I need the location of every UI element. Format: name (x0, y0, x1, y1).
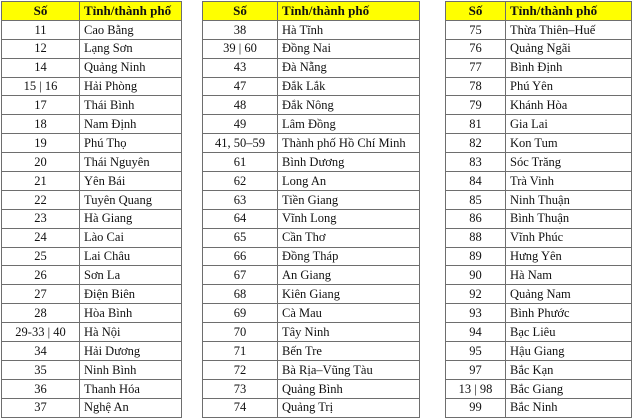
province-name-cell: Điện Biên (80, 285, 182, 304)
province-name-cell: Phú Yên (506, 77, 632, 96)
province-name-cell: Hà Nội (80, 323, 182, 342)
province-name-cell: Hòa Bình (80, 304, 182, 323)
plate-number-cell: 20 (2, 153, 80, 172)
province-name-cell: Bắc Kạn (506, 360, 632, 379)
table-row (203, 39, 420, 58)
plate-number-cell: 12 (2, 39, 80, 58)
table-row (2, 190, 182, 209)
table-row (446, 266, 632, 285)
plate-number-cell: 36 (2, 379, 80, 398)
table-row (446, 247, 632, 266)
province-name-cell: Hà Nam (506, 266, 632, 285)
table-row (203, 228, 420, 247)
province-name-cell: Gia Lai (506, 115, 632, 134)
province-name-cell: Nghệ An (80, 398, 182, 417)
plate-number-cell: 73 (203, 379, 278, 398)
plate-number-cell: 64 (203, 209, 278, 228)
table-row (203, 398, 420, 417)
plate-number-cell: 75 (446, 20, 506, 39)
province-name-cell: Ninh Thuận (506, 190, 632, 209)
plate-number-cell: 25 (2, 247, 80, 266)
plate-number-cell: 70 (203, 323, 278, 342)
plate-number-cell: 76 (446, 39, 506, 58)
header-province: Tỉnh/thành phố (506, 2, 632, 21)
table-row (2, 39, 182, 58)
plate-table-2 (202, 1, 420, 418)
table-row (2, 360, 182, 379)
province-name-cell: Sơn La (80, 266, 182, 285)
plate-number-cell: 79 (446, 96, 506, 115)
province-name-cell: Quảng Nam (506, 285, 632, 304)
plate-number-cell: 43 (203, 58, 278, 77)
province-name-cell: Thừa Thiên–Huế (506, 20, 632, 39)
table-row (446, 285, 632, 304)
plate-table-1 (1, 1, 182, 418)
province-name-cell: Phú Thọ (80, 134, 182, 153)
header-province: Tỉnh/thành phố (278, 2, 420, 21)
province-name-cell: Yên Bái (80, 172, 182, 191)
table-row (2, 285, 182, 304)
table-row (203, 172, 420, 191)
table-row (2, 266, 182, 285)
province-name-cell: Lạng Sơn (80, 39, 182, 58)
table-row (2, 209, 182, 228)
header-number: Số (446, 2, 506, 21)
plate-number-cell: 11 (2, 20, 80, 39)
province-name-cell: Thanh Hóa (80, 379, 182, 398)
table-row (446, 342, 632, 361)
province-name-cell: Kiên Giang (278, 285, 420, 304)
plate-number-cell: 93 (446, 304, 506, 323)
province-name-cell: Tuyên Quang (80, 190, 182, 209)
header-number: Số (203, 2, 278, 21)
province-name-cell: Quảng Trị (278, 398, 420, 417)
province-name-cell: Kon Tum (506, 134, 632, 153)
table-row (446, 58, 632, 77)
province-name-cell: Quảng Ninh (80, 58, 182, 77)
province-name-cell: Tây Ninh (278, 323, 420, 342)
table-row (203, 304, 420, 323)
province-name-cell: Đồng Tháp (278, 247, 420, 266)
table-row (2, 115, 182, 134)
table-row (203, 266, 420, 285)
plate-number-cell: 95 (446, 342, 506, 361)
table-row (203, 58, 420, 77)
table-row (2, 134, 182, 153)
province-name-cell: Thành phố Hồ Chí Minh (278, 134, 420, 153)
table-row (203, 190, 420, 209)
plate-number-cell: 78 (446, 77, 506, 96)
plate-number-cell: 65 (203, 228, 278, 247)
table-row (2, 172, 182, 191)
plate-number-cell: 94 (446, 323, 506, 342)
province-name-cell: Thái Nguyên (80, 153, 182, 172)
table-row (446, 379, 632, 398)
plate-number-cell: 92 (446, 285, 506, 304)
plate-number-cell: 29-33 | 40 (2, 323, 80, 342)
plate-number-cell: 47 (203, 77, 278, 96)
table-row (446, 20, 632, 39)
province-name-cell: Ninh Bình (80, 360, 182, 379)
province-name-cell: Hậu Giang (506, 342, 632, 361)
plate-number-cell: 41, 50–59 (203, 134, 278, 153)
plate-number-cell: 28 (2, 304, 80, 323)
header-province: Tỉnh/thành phố (80, 2, 182, 21)
table-row (2, 304, 182, 323)
plate-number-cell: 84 (446, 172, 506, 191)
plate-number-cell: 86 (446, 209, 506, 228)
plate-number-cell: 22 (2, 190, 80, 209)
province-name-cell: Hà Tĩnh (278, 20, 420, 39)
province-name-cell: Lâm Đồng (278, 115, 420, 134)
plate-number-cell: 26 (2, 266, 80, 285)
plate-number-cell: 77 (446, 58, 506, 77)
province-name-cell: Bình Định (506, 58, 632, 77)
table-row (2, 342, 182, 361)
province-name-cell: Bà Rịa–Vũng Tàu (278, 360, 420, 379)
province-name-cell: Vĩnh Long (278, 209, 420, 228)
table-row (446, 228, 632, 247)
plate-number-cell: 88 (446, 228, 506, 247)
table-row (203, 115, 420, 134)
province-name-cell: Đồng Nai (278, 39, 420, 58)
table-row (2, 58, 182, 77)
plate-number-cell: 81 (446, 115, 506, 134)
province-name-cell: Lai Châu (80, 247, 182, 266)
table-row (446, 172, 632, 191)
table-row (203, 247, 420, 266)
table-row (2, 20, 182, 39)
table-row (203, 153, 420, 172)
province-name-cell: Nam Định (80, 115, 182, 134)
table-row (203, 209, 420, 228)
plate-number-cell: 38 (203, 20, 278, 39)
province-name-cell: Bình Thuận (506, 209, 632, 228)
plate-number-cell: 72 (203, 360, 278, 379)
table-row (203, 134, 420, 153)
table-row (203, 285, 420, 304)
table-row (446, 153, 632, 172)
province-name-cell: Hải Phòng (80, 77, 182, 96)
table-row (446, 360, 632, 379)
plate-number-cell: 63 (203, 190, 278, 209)
plate-number-cell: 83 (446, 153, 506, 172)
table-row (2, 96, 182, 115)
province-name-cell: Bình Phước (506, 304, 632, 323)
plate-number-cell: 34 (2, 342, 80, 361)
plate-number-cell: 66 (203, 247, 278, 266)
plate-number-cell: 35 (2, 360, 80, 379)
table-row (2, 247, 182, 266)
table-row (203, 96, 420, 115)
table-row (446, 39, 632, 58)
header-number: Số (2, 2, 80, 21)
plate-number-cell: 48 (203, 96, 278, 115)
table-row (446, 115, 632, 134)
table-row (2, 228, 182, 247)
header-row (446, 2, 632, 21)
plate-number-cell: 39 | 60 (203, 39, 278, 58)
province-name-cell: Hà Giang (80, 209, 182, 228)
table-row (446, 398, 632, 417)
header-row (203, 2, 420, 21)
province-name-cell: Hải Dương (80, 342, 182, 361)
plate-number-cell: 85 (446, 190, 506, 209)
table-row (2, 398, 182, 417)
table-row (203, 323, 420, 342)
table-row (446, 96, 632, 115)
header-row (2, 2, 182, 21)
table-row (446, 323, 632, 342)
province-name-cell: Bạc Liêu (506, 323, 632, 342)
plate-number-cell: 18 (2, 115, 80, 134)
province-name-cell: An Giang (278, 266, 420, 285)
province-name-cell: Sóc Trăng (506, 153, 632, 172)
plate-number-cell: 27 (2, 285, 80, 304)
plate-number-cell: 71 (203, 342, 278, 361)
plate-number-cell: 24 (2, 228, 80, 247)
province-name-cell: Bình Dương (278, 153, 420, 172)
table-row (203, 342, 420, 361)
table-row (203, 20, 420, 39)
province-name-cell: Quảng Ngãi (506, 39, 632, 58)
plate-number-cell: 21 (2, 172, 80, 191)
plate-number-cell: 23 (2, 209, 80, 228)
plate-number-cell: 17 (2, 96, 80, 115)
province-name-cell: Bắc Giang (506, 379, 632, 398)
province-name-cell: Cần Thơ (278, 228, 420, 247)
plate-number-cell: 37 (2, 398, 80, 417)
province-name-cell: Đắk Lắk (278, 77, 420, 96)
plate-number-cell: 82 (446, 134, 506, 153)
plate-number-cell: 14 (2, 58, 80, 77)
plate-number-cell: 89 (446, 247, 506, 266)
province-name-cell: Long An (278, 172, 420, 191)
plate-number-cell: 97 (446, 360, 506, 379)
province-name-cell: Tiền Giang (278, 190, 420, 209)
table-row (203, 379, 420, 398)
plate-number-cell: 90 (446, 266, 506, 285)
province-name-cell: Khánh Hòa (506, 96, 632, 115)
province-name-cell: Đà Nẵng (278, 58, 420, 77)
province-name-cell: Bắc Ninh (506, 398, 632, 417)
plate-number-cell: 99 (446, 398, 506, 417)
table-row (446, 134, 632, 153)
table-row (446, 190, 632, 209)
province-name-cell: Vĩnh Phúc (506, 228, 632, 247)
province-name-cell: Bến Tre (278, 342, 420, 361)
province-name-cell: Cà Mau (278, 304, 420, 323)
table-row (203, 360, 420, 379)
province-name-cell: Hưng Yên (506, 247, 632, 266)
table-row (446, 77, 632, 96)
plate-number-cell: 19 (2, 134, 80, 153)
province-name-cell: Thái Bình (80, 96, 182, 115)
plate-number-cell: 49 (203, 115, 278, 134)
table-row (2, 379, 182, 398)
province-name-cell: Lào Cai (80, 228, 182, 247)
province-name-cell: Quảng Bình (278, 379, 420, 398)
province-name-cell: Trà Vinh (506, 172, 632, 191)
plate-number-cell: 69 (203, 304, 278, 323)
plate-number-cell: 67 (203, 266, 278, 285)
plate-number-cell: 68 (203, 285, 278, 304)
table-row (446, 209, 632, 228)
province-name-cell: Cao Bằng (80, 20, 182, 39)
table-row (446, 304, 632, 323)
plate-number-cell: 13 | 98 (446, 379, 506, 398)
plate-number-cell: 61 (203, 153, 278, 172)
plate-table-3 (445, 1, 632, 418)
table-row (2, 153, 182, 172)
table-row (203, 77, 420, 96)
plate-number-cell: 74 (203, 398, 278, 417)
table-row (2, 323, 182, 342)
province-name-cell: Đắk Nông (278, 96, 420, 115)
plate-number-cell: 62 (203, 172, 278, 191)
plate-number-cell: 15 | 16 (2, 77, 80, 96)
table-row (2, 77, 182, 96)
